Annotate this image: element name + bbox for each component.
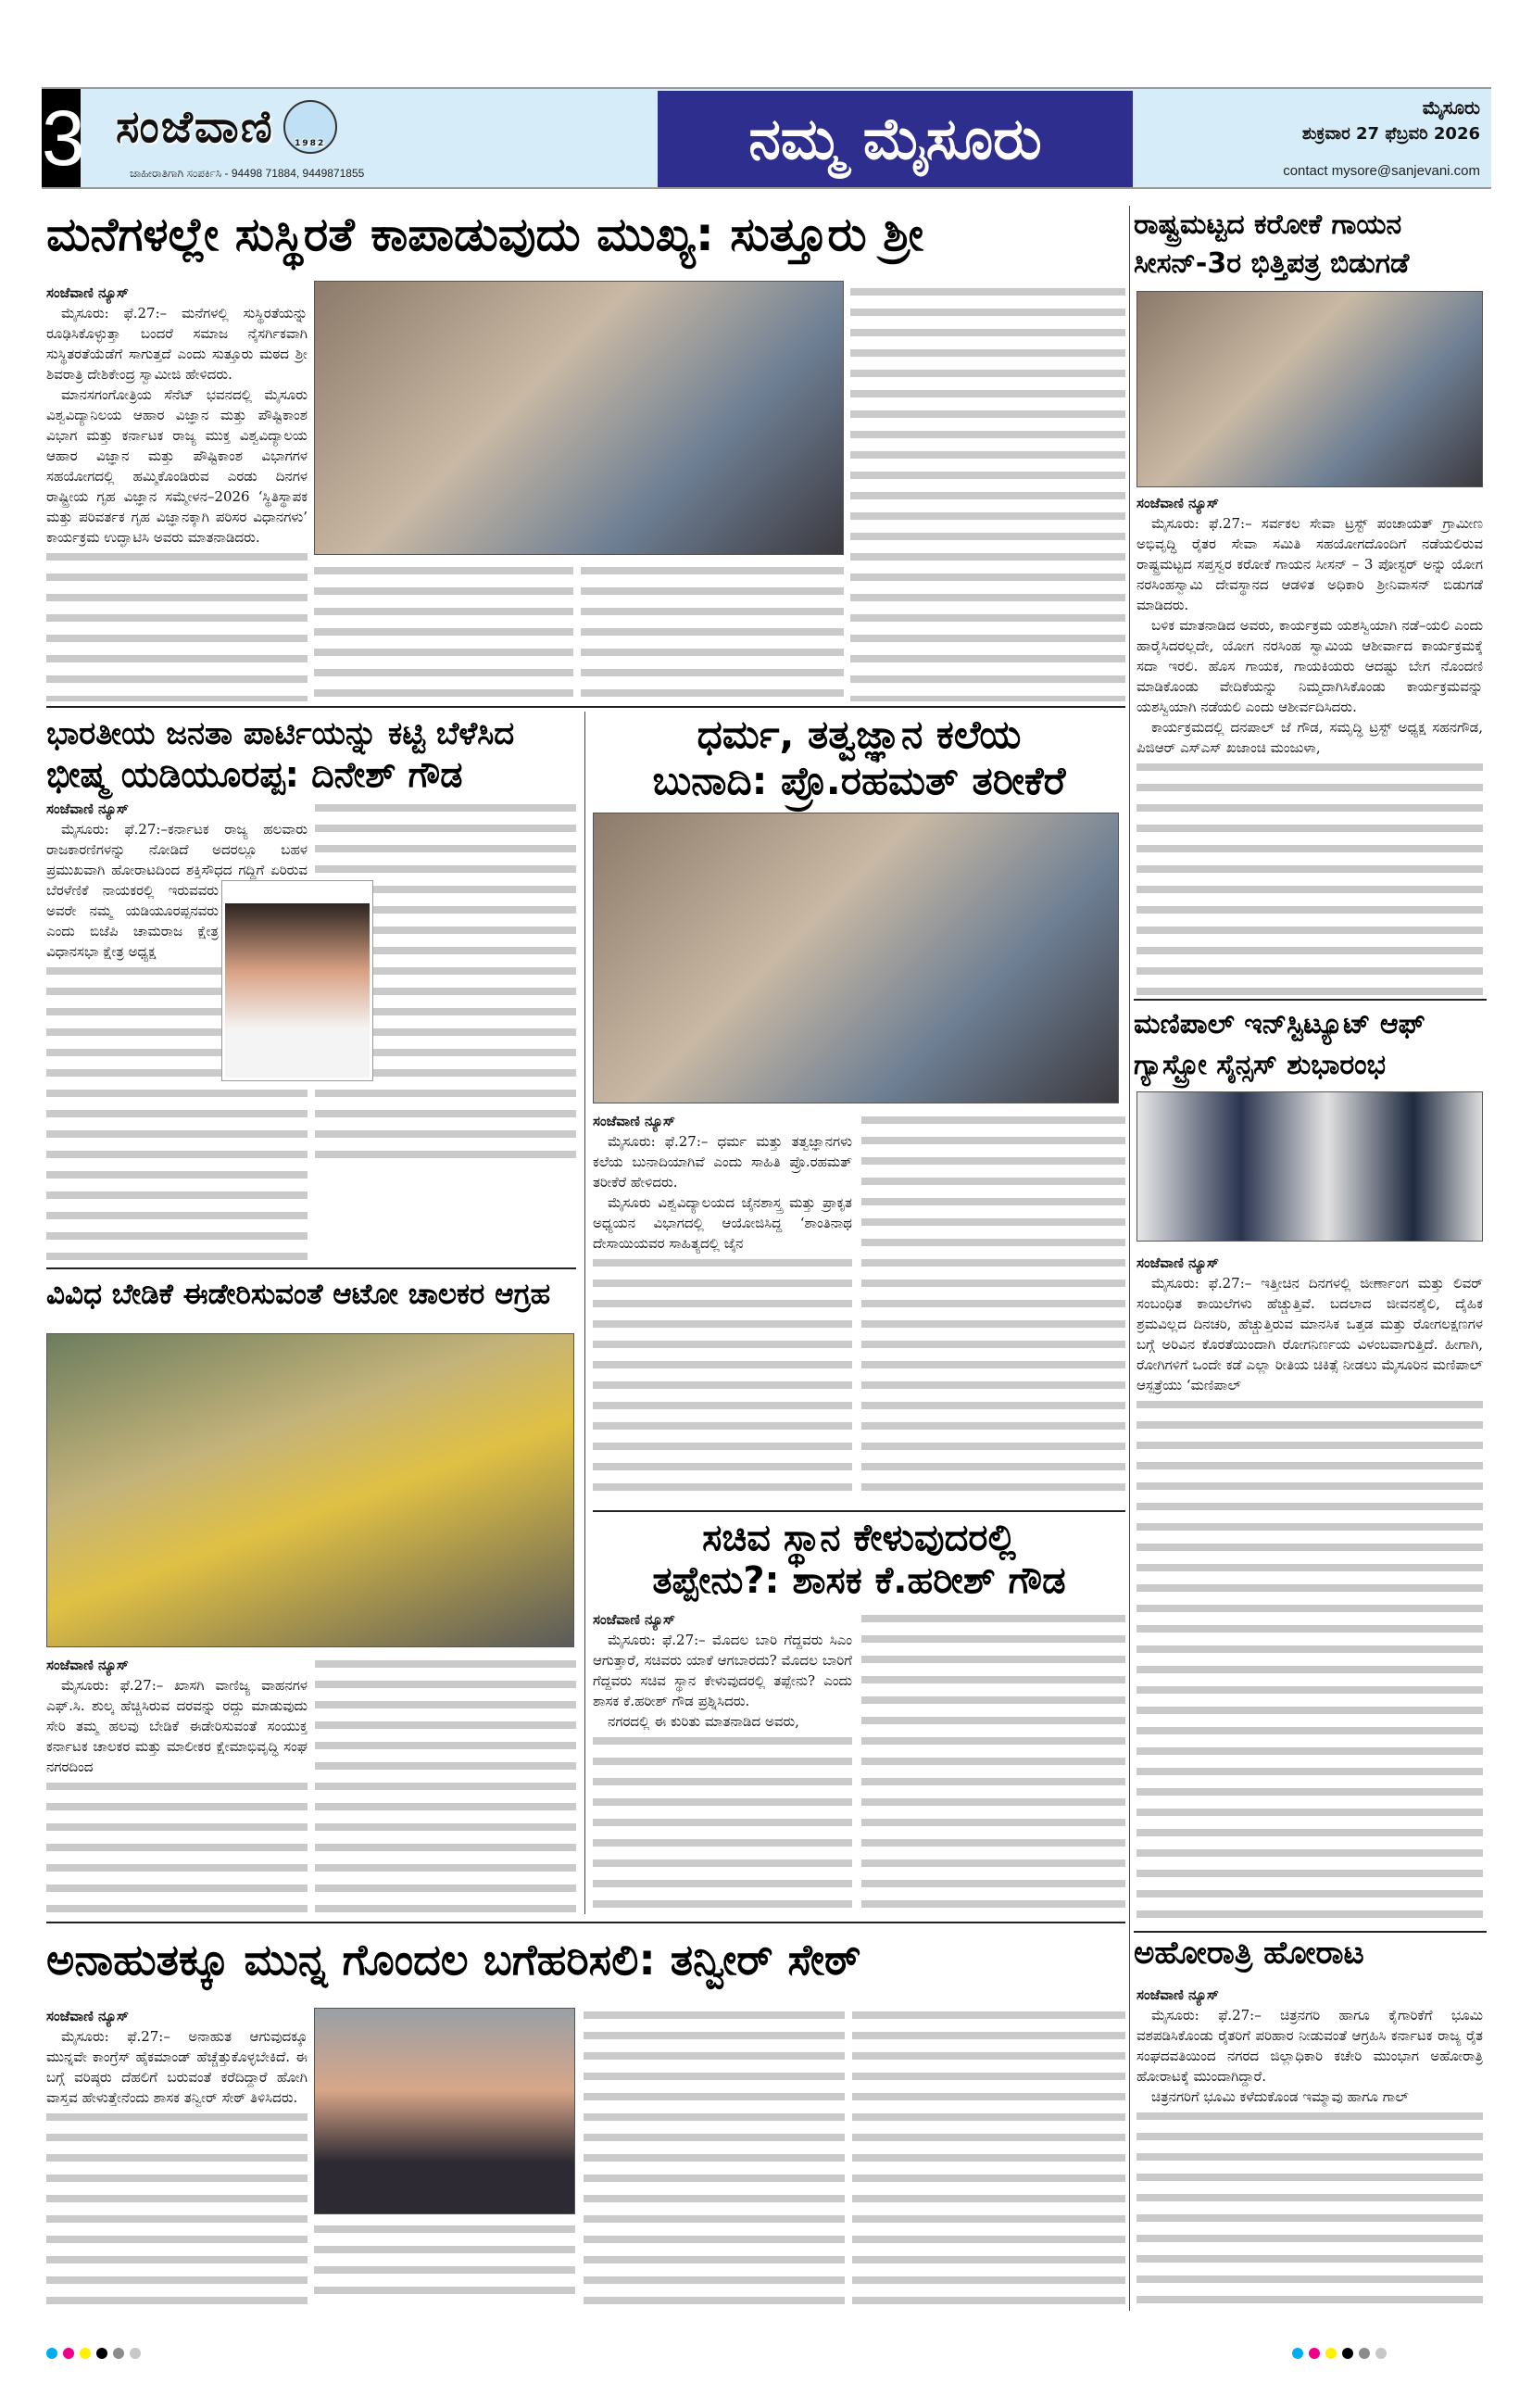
- edition-date: ಶುಕ್ರವಾರ 27 ಫೆಬ್ರವರಿ 2026: [1301, 124, 1480, 144]
- article-suttur-col4: [850, 283, 1125, 701]
- paragraph: ಚಿತ್ರನಗರಿಗೆ ಭೂಮಿ ಕಳೆದುಕೊಂಡ ಇಮ್ಮಾವು ಹಾಗೂ ಗಾಲ್: [1151, 2088, 1409, 2105]
- registration-dot: [63, 2348, 74, 2359]
- article-tanveer-col2: [314, 2220, 575, 2307]
- body-text-continued: [593, 1732, 852, 1915]
- paragraph: ಮೈಸೂರು: ಫೆ.27:– ಇತ್ತೀಚಿನ ದಿನಗಳಲ್ಲಿ ಜೀರ್ಣಾಂಗ ಮತ್ತು ಲಿವರ್ ಸಂಬಂಧಿತ ಕಾಯಿಲೆಗಳು ಹೆಚ್ಚುತ್ತಿವೆ. ಬದಲಾದ ಜೀವನಶೈಲಿ, ದೈಹಿಕ ಶ್ರಮವಿಲ್ಲದ ದಿನಚರಿ, ಹೆಚ್ಚುತ್ತಿರುವ ಮಾನಸಿಕ ಒತ್ತಡ ಮತ್ತು ರೋಗಲಕ್ಷಣಗಳ ಬಗ್ಗೆ ಅರಿವಿನ ಕೊರತೆಯಿಂದಾಗಿ ರೋಗನಿರ್ಣಯ ವಿಳಂಬವಾಗುತ್ತಿದೆ. ಹೀಗಾಗಿ, ರೋಗಿಗಳಿಗೆ ಒಂದೇ ಕಡೆ ಎಲ್ಲಾ ರೀತಿಯ ಚಿಕಿತ್ಸೆ ನೀಡಲು ಮೈಸೂರಿನ ಮಣಿಪಾಲ್ ಆಸ್ಪತ್ರೆಯು ‘ಮಣಿಪಾಲ್: [1136, 1275, 1483, 1393]
- column-divider: [1129, 206, 1130, 2311]
- contact-email[interactable]: contact mysore@sanjevani.com: [1283, 163, 1480, 179]
- byline: ಸಂಜೆವಾಣಿ ನ್ಯೂಸ್: [1136, 495, 1219, 511]
- registration-dot: [113, 2348, 124, 2359]
- headline-line: ಮಣಿಪಾಲ್ ಇನ್‌ಸ್ಟಿಟ್ಯೂಟ್ ಆಫ್: [1134, 1008, 1425, 1040]
- headline-manipal: [1134, 1004, 1487, 1086]
- section-divider: [46, 1922, 1125, 1923]
- headline-line: ಭಾರತೀಯ ಜನತಾ ಪಾರ್ಟಿಯನ್ನು ಕಟ್ಟಿ ಬೆಳೆಸಿದ: [46, 715, 515, 752]
- paragraph: ಮೈಸೂರು: ಫೆ.27:–ಕರ್ನಾಟಕ ರಾಜ್ಯ ಹಲವಾರು ರಾಜಕಾರಣಿಗಳನ್ನು ನೋಡಿದೆ ಅದರಲ್ಲೂ ಬಹಳ ಪ್ರಮುಖವಾಗಿ ಹೋರಾಟದಿಂದ ಶಕ್ತಿಸೌಧದ ಗದ್ದಿಗೆ ಏರಿರುವ ಬೆರಳೆಣಿಕೆ ನಾಯಕರಲ್ಲಿ ಇರುವವರು ಅವರೇ ನಮ್ಮ ಯಡಿಯೂರಪ್ಪನವರು ಎಂದು ಬಿಜೆಪಿ ಚಾಮರಾಜ ಕ್ಷೇತ್ರ ವಿಧಾನಸಭಾ ಕ್ಷೇತ್ರ ಅಧ್ಯಕ್ಷ: [46, 821, 308, 960]
- section-divider: [46, 1267, 576, 1269]
- body-text-continued: [581, 561, 844, 700]
- paragraph: ಬಳಿಕ ಮಾತನಾಡಿದ ಅವರು, ಕಾರ್ಯಕ್ರಮ ಯಶಸ್ವಿಯಾಗಿ ನಡೆ–ಯಲಿ ಎಂದು ಹಾರೈಸಿದರಲ್ಲದೇ, ಯೋಗ ನರಸಿಂಹ ಸ್ವಾಮಿಯ ಆಶೀರ್ವಾದ ಕಾರ್ಯಕ್ರಮಕ್ಕೆ ಸದಾ ಇರಲಿ. ಹೊಸ ಗಾಯಕ, ಗಾಯಕಿಯರು ಆದಷ್ಟು ಬೇಗ ನೊಂದಣಿ ಮಾಡಿಕೊಂಡು ವೇದಿಕೆಯನ್ನು ನಿಮ್ಮದಾಗಿಸಿಕೊಂಡು ಕಾರ್ಯಕ್ರಮವನ್ನು ಯಶಸ್ವಿಯಾಗಿ ನಡೆಯಲಿ ಎಂದು ಆಶೀರ್ವದಿಸಿದರು.: [1136, 617, 1483, 715]
- article-suttur-col3: [581, 561, 844, 700]
- section-divider: [593, 1510, 1125, 1512]
- body-text-continued: [315, 1655, 576, 1914]
- photo-tanveer-sait: [314, 2008, 575, 2214]
- registration-dot: [1292, 2348, 1303, 2359]
- headline-suttur: ಮನೆಗಳಲ್ಲೇ ಸುಸ್ಥಿರತೆ ಕಾಪಾಡುವುದು ಮುಖ್ಯ: ಸುತ್ತೂರು ಶ್ರೀ: [46, 208, 924, 261]
- logo-text: ಸಂಜೆವಾಣಿ: [116, 100, 274, 153]
- color-registration-marks-left: [46, 2348, 141, 2359]
- body-text-continued: [584, 2006, 845, 2307]
- paragraph: ಮೈಸೂರು: ಫೆ.27:– ಸರ್ವಕಲ ಸೇವಾ ಟ್ರಸ್ಟ್ ಪಂಚಾಯತ್ ಗ್ರಾಮೀಣ ಅಭಿವೃದ್ಧಿ ರೈತರ ಸೇವಾ ಸಮಿತಿ ಸಹಯೋಗದೊಂದಿಗೆ ನಡೆಯಲಿರುವ ರಾಷ್ಟ್ರಮಟ್ಟದ ಸಪ್ತಸ್ವರ ಕರೋಕೆ ಗಾಯನ ಸೀಸನ್ – 3 ಪೋಸ್ಟರ್ ಅನ್ನು ಯೋಗ ನರಸಿಂಹಸ್ವಾಮಿ ದೇವಸ್ಥಾನದ ಆಡಳಿತ ಅಧಿಕಾರಿ ಶ್ರೀನಿವಾಸನ್ ಬಿಡುಗಡೆ ಮಾಡಿದರು.: [1136, 515, 1483, 613]
- masthead: [42, 87, 1491, 189]
- ad-contact: ಜಾಹೀರಾತಿಗಾಗಿ ಸಂಪರ್ಕಿಸಿ - 94498 71884, 9449871855: [130, 167, 365, 180]
- byline: ಸಂಜೆವಾಣಿ ನ್ಯೂಸ್: [46, 2008, 129, 2024]
- body-text-continued: [46, 548, 308, 701]
- section-divider: [1134, 999, 1487, 1001]
- registration-dot: [1359, 2348, 1370, 2359]
- headline-tanveer: ಅನಾಹುತಕ್ಕೂ ಮುನ್ನ ಗೊಂದಲ ಬಗೆಹರಿಸಲಿ: ತನ್ವೀರ್ ಸೇಠ್: [46, 1935, 861, 1985]
- edition-city: ಮೈಸೂರು: [1422, 96, 1480, 119]
- column-divider: [584, 712, 585, 1914]
- headline-line: ತಪ್ಪೇನು?: ಶಾಸಕ ಕೆ.ಹರೀಶ್ ಗೌಡ: [652, 1559, 1066, 1602]
- photo-poster-release: [1136, 291, 1483, 487]
- headline-ahoratri: ಅಹೋರಾತ್ರಿ ಹೋರಾಟ: [1134, 1935, 1364, 1972]
- byline: ಸಂಜೆವಾಣಿ ನ್ಯೂಸ್: [593, 1113, 675, 1129]
- byline: ಸಂಜೆವಾಣಿ ನ್ಯೂಸ್: [1136, 1986, 1219, 2003]
- body-text-continued: [314, 561, 573, 700]
- body-text-continued: [1136, 2107, 1483, 2307]
- headline-line: ಭೀಷ್ಮ ಯಡಿಯೂರಪ್ಪ: ದಿನೇಶ್ ಗೌಡ: [46, 754, 463, 795]
- headline-auto: ವಿವಿಧ ಬೇಡಿಕೆ ಈಡೇರಿಸುವಂತೆ ಆಟೋ ಚಾಲಕರ ಆಗ್ರಹ: [46, 1278, 551, 1311]
- byline: ಸಂಜೆವಾಣಿ ನ್ಯೂಸ್: [46, 284, 129, 301]
- article-tanveer-col1: [46, 2006, 308, 2307]
- headline-line: ಸೀಸನ್-3ರ ಭಿತ್ತಿಪತ್ರ ಬಿಡುಗಡೆ: [1134, 247, 1410, 280]
- article-dharma-col2: [861, 1111, 1125, 1504]
- photo-book-release: [314, 281, 844, 555]
- body-text-continued: [46, 1777, 308, 1914]
- body-text-continued: [593, 1254, 852, 1504]
- headline-line: ಸಚಿವ ಸ್ಥಾನ ಕೇಳುವುದರಲ್ಲಿ: [702, 1517, 1016, 1559]
- registration-dot: [130, 2348, 141, 2359]
- body-text-continued: [861, 1111, 1125, 1504]
- article-ahoratri-body: [1136, 1985, 1483, 2307]
- paragraph: ಮೈಸೂರು: ಫೆ.27:– ಚಿತ್ರನಗರಿ ಹಾಗೂ ಕೈಗಾರಿಕೆಗೆ ಭೂಮಿ ವಶಪಡಿಸಿಕೊಂಡು ರೈತರಿಗೆ ಪರಿಹಾರ ನೀಡುವಂತೆ ಆಗ್ರಹಿಸಿ ಕರ್ನಾಟಕ ರಾಜ್ಯ ರೈತ ಸಂಘದವತಿಯಿಂದ ನಗರದ ಜಿಲ್ಲಾಧಿಕಾರಿ ಕಚೇರಿ ಮುಂಭಾಗ ಅಹೋರಾತ್ರಿ ಹೋರಾಟಕ್ಕೆ ಮುಂದಾಗಿದ್ದಾರೆ.: [1136, 2007, 1483, 2085]
- newspaper-logo: [116, 96, 597, 158]
- article-auto-col2: [315, 1655, 576, 1914]
- page-number: 3: [42, 89, 81, 187]
- paragraph: ಮೈಸೂರು: ಫೆ.27:– ಅನಾಹುತ ಆಗುವುದಕ್ಕೂ ಮುನ್ನವೇ ಕಾಂಗ್ರೆಸ್ ಹೈಕಮಾಂಡ್ ಹೆಚ್ಚೆತ್ತುಕೊಳ್ಳಬೇಕಿದೆ. ಈ ಬಗ್ಗೆ ವರಿಷ್ಠರು ದೆಹಲಿಗೆ ಬರುವಂತೆ ಕರೆದಿದ್ದಾರೆ ಹೋಗಿ ವಾಸ್ತವ ಹೇಳುತ್ತೇನೆಂದು ಶಾಸಕ ತನ್ವೀರ್ ಸೇಠ್ ತಿಳಿಸಿದರು.: [46, 2028, 308, 2106]
- paragraph: ಮೈಸೂರು: ಫೆ.27:– ಖಾಸಗಿ ವಾಣಿಜ್ಯ ವಾಹನಗಳ ಎಫ್.ಸಿ. ಶುಲ್ಕ ಹೆಚ್ಚಿಸಿರುವ ದರವನ್ನು ರದ್ದು ಮಾಡುವುದು ಸೇರಿ ತಮ್ಮ ಹಲವು ಬೇಡಿಕೆ ಈಡೇರಿಸುವಂತೆ ಸಂಯುಕ್ತ ಕರ್ನಾಟಕ ಚಾಲಕರ ಮತ್ತು ಮಾಲೀಕರ ಕ್ಷೇಮಾಭಿವೃದ್ಧಿ ಸಂಘ ನಗರದಿಂದ: [46, 1677, 308, 1775]
- byline: ಸಂಜೆವಾಣಿ ನ್ಯೂಸ್: [46, 1657, 129, 1673]
- registration-dot: [1342, 2348, 1353, 2359]
- headline-line: ರಾಷ್ಟ್ರಮಟ್ಟದ ಕರೋಕೆ ಗಾಯನ: [1134, 208, 1402, 241]
- headline-line: ಧರ್ಮ, ತತ್ವಜ್ಞಾನ ಕಲೆಯ: [697, 712, 1022, 757]
- article-harish-col1: [593, 1609, 852, 1915]
- article-suttur-col2: [314, 561, 573, 700]
- headline-line: ಗ್ಯಾಸ್ಟ್ರೋ ಸೈನ್ಸಸ್ ಶುಭಾರಂಭ: [1134, 1049, 1386, 1081]
- article-auto-col1: [46, 1655, 308, 1914]
- article-dharma-col1: [593, 1111, 852, 1504]
- paragraph: ಮೈಸೂರು: ಫೆ.27:– ಮೊದಲ ಬಾರಿ ಗೆದ್ದವರು ಸಿಎಂ ಆಗುತ್ತಾರೆ, ಸಚಿವರು ಯಾಕೆ ಆಗಬಾರದು? ಮೊದಲ ಬಾರಿಗೆ ಗೆದ್ದವರು ಸಚಿವ ಸ್ಥಾನ ಕೇಳುವುದರಲ್ಲಿ ತಪ್ಪೇನು? ಎಂದು ಶಾಸಕ ಕೆ.ಹರೀಶ್ ಗೌಡ ಪ್ರಶ್ನಿಸಿದರು.: [593, 1632, 852, 1709]
- dove-emblem-icon: [283, 100, 337, 154]
- headline-bjp: [46, 713, 579, 795]
- paragraph: ಮೈಸೂರು ವಿಶ್ವವಿದ್ಯಾಲಯದ ಜೈನಶಾಸ್ತ್ರ ಮತ್ತು ಪ್ರಾಕೃತ ಅಧ್ಯಯನ ವಿಭಾಗದಲ್ಲಿ ಆಯೋಜಿಸಿದ್ದ ‘ಶಾಂತಿನಾಥ ದೇಸಾಯಿಯವರ ಸಾಹಿತ್ಯದಲ್ಲಿ ಜೈನ: [593, 1194, 852, 1252]
- paragraph: ನಗರದಲ್ಲಿ ಈ ಕುರಿತು ಮಾತನಾಡಿದ ಅವರು,: [608, 1713, 799, 1730]
- photo-auto-drivers-protest: [46, 1333, 574, 1647]
- body-text-continued: [861, 1609, 1125, 1915]
- article-manipal-body: [1136, 1253, 1483, 1927]
- article-tanveer-col3: [584, 2006, 845, 2307]
- paragraph: ಮಾನಸಗಂಗೋತ್ರಿಯ ಸೆನೆಟ್ ಭವನದಲ್ಲಿ ಮೈಸೂರು ವಿಶ್ವವಿದ್ಯಾನಿಲಯ ಆಹಾರ ವಿಜ್ಞಾನ ಮತ್ತು ಪೌಷ್ಟಿಕಾಂಶ ವಿಭಾಗ ಮತ್ತು ಕರ್ನಾಟಕ ರಾಜ್ಯ ಮುಕ್ತ ವಿಶ್ವವಿದ್ಯಾಲಯ ಆಹಾರ ವಿಜ್ಞಾನ ಮತ್ತು ಪೌಷ್ಟಿಕಾಂಶ ವಿಭಾಗಗಳ ಸಹಯೋಗದಲ್ಲಿ ಹಮ್ಮಿಕೊಂಡಿರುವ ಎರಡು ದಿನಗಳ ರಾಷ್ಟ್ರೀಯ ಗೃಹ ವಿಜ್ಞಾನ ಸಮ್ಮೇಳನ–2026 ‘ಸ್ಥಿತಿಸ್ಥಾಪಕ ಮತ್ತು ಪರಿವರ್ತಕ ಗೃಹ ವಿಜ್ಞಾನಕ್ಕಾಗಿ ಪರಿಸರ ವಿಧಾನಗಳು’ ಕಾರ್ಯಕ್ರಮ ಉದ್ಘಾಟಿಸಿ ಅವರು ಮಾತನಾಡಿದರು.: [46, 386, 308, 546]
- headline-line: ಬುನಾದಿ: ಪ್ರೊ.ರಹಮತ್ ತರೀಕೆರೆ: [652, 758, 1066, 803]
- article-tanveer-col4: [852, 2006, 1125, 2307]
- photo-dinesh-gowda: [222, 881, 372, 1080]
- byline: ಸಂಜೆವಾಣಿ ನ್ಯೂಸ್: [1136, 1254, 1219, 1271]
- registration-dot: [1375, 2348, 1387, 2359]
- body-text-continued: [852, 2006, 1125, 2307]
- section-divider: [1134, 1931, 1487, 1933]
- body-text-continued: [850, 283, 1125, 701]
- registration-dot: [80, 2348, 91, 2359]
- registration-dot: [96, 2348, 107, 2359]
- byline: ಸಂಜೆವಾಣಿ ನ್ಯೂಸ್: [593, 1611, 675, 1628]
- paragraph: ಕಾರ್ಯಕ್ರಮದಲ್ಲಿ ದನಪಾಲ್ ಜೆ ಗೌಡ, ಸಮೃದ್ಧಿ ಟ್ರಸ್ಟ್ ಅಧ್ಯಕ್ಷ ಸಹನಗೌಡ, ಪಿಜಿಆರ್ ಎಸ್‌ಎಸ್ ಖಜಾಂಚಿ ಮಂಜುಳಾ,: [1136, 719, 1483, 756]
- logo-year: 1982: [295, 139, 326, 148]
- body-text-continued: [46, 2108, 308, 2307]
- registration-dot: [1309, 2348, 1320, 2359]
- byline: ಸಂಜೆವಾಣಿ ನ್ಯೂಸ್: [46, 801, 129, 817]
- paragraph: ಮೈಸೂರು: ಫೆ.27:– ಮನೆಗಳಲ್ಲಿ ಸುಸ್ಥಿರತೆಯನ್ನು ರೂಢಿಸಿಕೊಳ್ಳುತ್ತಾ ಬಂದರೆ ಸಮಾಜ ನೈಸರ್ಗಿಕವಾಗಿ ಸುಸ್ಥಿತರತೆಯೆಡೆಗೆ ಸಾಗುತ್ತದೆ ಎಂದು ಸುತ್ತೂರು ಮಠದ ಶ್ರೀ ಶಿವರಾತ್ರಿ ದೇಶಿಕೇಂದ್ರ ಸ್ವಾಮೀಜಿ ಹೇಳಿದರು.: [46, 305, 308, 383]
- body-text-continued: [314, 2220, 575, 2307]
- article-suttur-col1: [46, 283, 308, 701]
- body-text-continued: [1136, 1395, 1483, 1927]
- article-harish-col2: [861, 1609, 1125, 1915]
- headline-karaoke: [1134, 206, 1487, 284]
- photo-seminar: [593, 813, 1119, 1103]
- registration-dot: [46, 2348, 57, 2359]
- registration-dot: [1325, 2348, 1337, 2359]
- article-karaoke-body: [1136, 493, 1483, 995]
- color-registration-marks-right: [1292, 2348, 1387, 2359]
- headline-harish: [593, 1517, 1125, 1602]
- section-divider: [46, 706, 1125, 708]
- photo-manipal-launch: [1136, 1091, 1483, 1242]
- headline-dharma: [593, 712, 1125, 804]
- section-title: ನಮ್ಮ ಮೈಸೂರು: [658, 91, 1133, 187]
- body-text-continued: [1136, 758, 1483, 995]
- paragraph: ಮೈಸೂರು: ಫೆ.27:– ಧರ್ಮ ಮತ್ತು ತತ್ವಜ್ಞಾನಗಳು ಕಲೆಯ ಬುನಾದಿಯಾಗಿವೆ ಎಂದು ಸಾಹಿತಿ ಪ್ರೊ.ರಹಮತ್ ತರೀಕೆರೆ ಹೇಳಿದರು.: [593, 1133, 852, 1191]
